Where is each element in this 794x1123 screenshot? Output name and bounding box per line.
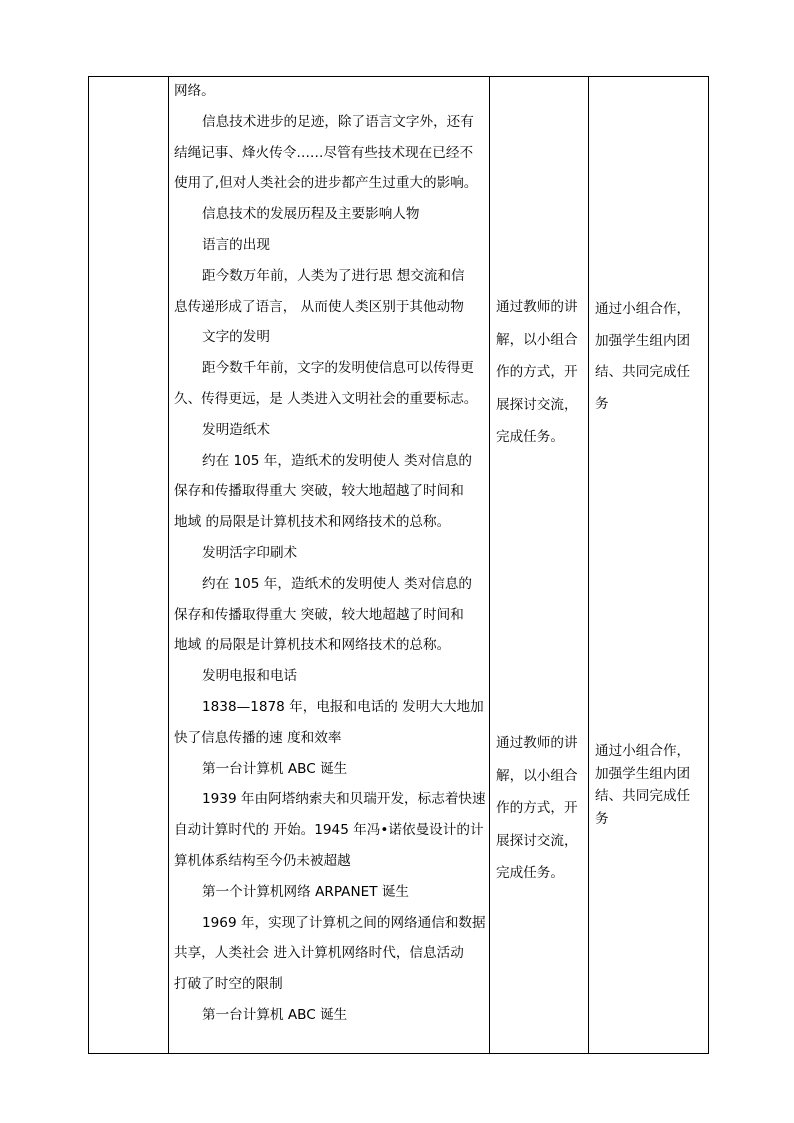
- content-line: 打破了时空的限制: [174, 976, 283, 993]
- content-line: 使用了,但对人类社会的进步都产生过重大的影响。: [174, 175, 478, 192]
- content-line: 1838—1878 年，电报和电话的 发明大大地加: [202, 699, 484, 715]
- intent-line: 加强学生组内团: [595, 765, 691, 782]
- content-line: 久、传得更远，是 人类进入文明社会的重要标志。: [174, 391, 478, 407]
- intent-line: 加强学生组内团: [595, 332, 691, 349]
- content-line: 文字的发明: [202, 329, 270, 346]
- student-activity: [490, 77, 588, 1053]
- content-line: 1969 年，实现了计算机之间的网络通信和数据: [202, 914, 486, 931]
- student-activity-cell: [490, 77, 589, 1054]
- activity-line: 通过教师的讲: [496, 735, 578, 751]
- table-row: [89, 77, 709, 1054]
- activity-line: 展探讨交流，: [496, 832, 578, 849]
- content-line: 约在 105 年，造纸术的发明使人 类对信息的: [202, 452, 473, 469]
- content-line: 地域 的局限是计算机技术和网络技术的总称。: [174, 637, 451, 654]
- design-intent-cell: [589, 77, 709, 1054]
- activity-line: 作的方式，开: [496, 364, 578, 381]
- content-line: 快了信息传播的速 度和效率: [174, 729, 342, 746]
- intent-line: 通过小组合作，: [595, 743, 691, 759]
- intent-line: 通过小组合作，: [595, 301, 691, 317]
- design-intent: [589, 77, 708, 1053]
- activity-line: 通过教师的讲: [496, 299, 578, 315]
- content-line: 网络。: [174, 83, 215, 99]
- content-line: 发明电报和电话: [202, 668, 298, 685]
- activity-line: 完成任务。: [496, 865, 564, 882]
- activity-line: 解，以小组合: [496, 767, 578, 784]
- content-line: 信息技术进步的足迹，除了语言文字外，还有: [202, 113, 474, 130]
- content-line: 约在 105 年，造纸术的发明使人 类对信息的: [202, 575, 473, 592]
- intent-line: 结、共同完成任: [595, 788, 691, 805]
- content-line: 距今数万年前，人类为了进行思 想交流和信: [202, 267, 465, 284]
- content-line: 第一台计算机 ABC 诞生: [202, 1007, 348, 1023]
- content-line: 语言的出现: [202, 237, 270, 253]
- content-line: 1939 年由阿塔纳索夫和贝瑞开发，标志着快速: [202, 791, 486, 808]
- content-line: 发明造纸术: [202, 421, 270, 438]
- content-line: 自动计算时代的 开始。1945 年冯•诺依曼设计的计: [174, 822, 484, 839]
- content-line: 信息技术的发展历程及主要影响人物: [202, 206, 420, 223]
- activity-line: 展探讨交流，: [496, 396, 578, 413]
- activity-line: 完成任务。: [496, 429, 564, 446]
- stage-cell: [89, 77, 169, 1054]
- content-line: 第一个计算机网络 ARPANET 诞生: [202, 883, 410, 900]
- teaching-content-cell: [169, 77, 490, 1054]
- content-line: 地域 的局限是计算机技术和网络技术的总称。: [174, 514, 451, 531]
- intent-line: 结、共同完成任: [595, 364, 691, 380]
- content-line: 距今数千年前，文字的发明使信息可以传得更: [202, 360, 474, 377]
- intent-line: 务: [595, 810, 609, 827]
- content-line: 息传递形成了语言， 从而使人类区别于其他动物: [174, 298, 464, 315]
- intent-line: 务: [595, 395, 609, 412]
- content-line: 保存和传播取得重大 突破，较大地超越了时间和: [174, 483, 464, 500]
- activity-line: 作的方式，开: [496, 800, 578, 817]
- content-line: 算机体系结构至今仍未被超越: [174, 853, 351, 869]
- content-line: 结绳记事、烽火传令……尽管有些技术现在已经不: [174, 144, 474, 161]
- content-line: 保存和传播取得重大 突破，较大地超越了时间和: [174, 606, 464, 623]
- lesson-plan-table: [88, 76, 709, 1054]
- content-line: 第一台计算机 ABC 诞生: [202, 760, 348, 777]
- content-line: 发明活字印刷术: [202, 545, 298, 561]
- teaching-content: [169, 77, 489, 1053]
- content-line: 共享，人类社会 进入计算机网络时代，信息活动: [174, 945, 464, 962]
- activity-line: 解，以小组合: [496, 331, 578, 348]
